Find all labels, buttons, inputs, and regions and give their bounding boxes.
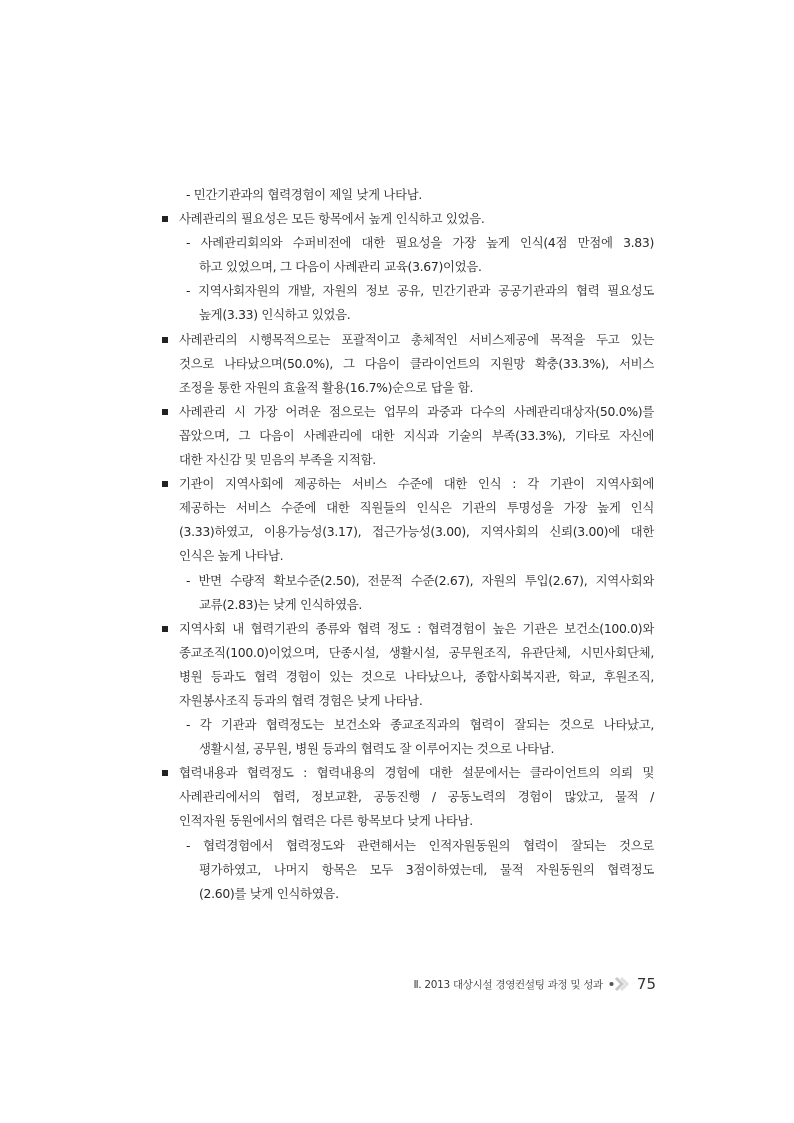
dash-item-text: 평가하였고, 나머지 항목은 모두 3점이하였는데, 물적 자원동원의 협력정도	[199, 861, 654, 877]
bullet-item-text: 대한 자신감 및 믿음의 부족을 지적함.	[179, 452, 376, 468]
bullet-item-continuation	[160, 689, 654, 713]
bullet-item-text: 자원봉사조직 등과의 협력 경험은 낮게 나타남.	[179, 692, 423, 708]
bullet-item-text: 조정을 통한 자원의 효율적 활용(16.7%)순으로 답을 함.	[179, 379, 474, 395]
bullet-item-text: (3.33)하였고, 이용가능성(3.17), 접근가능성(3.00), 지역사회의 신뢰(3.00)에 대한	[179, 524, 654, 540]
bullet-square-icon	[162, 626, 168, 632]
bullet-item-text: 것으로 나타났으며(50.0%), 그 다음이 클라이언트의 지원망 확충(33.3%), 서비스	[179, 355, 654, 371]
dash-item-text: 생활시설, 공무원, 병원 등과의 협력도 잘 이루어지는 것으로 나타남.	[199, 741, 555, 757]
bullet-item-continuation	[160, 544, 654, 568]
dash-item-continuation	[160, 303, 654, 327]
page-number: 75	[636, 975, 656, 993]
running-footer-title: Ⅱ. 2013 대상시설 경영컨설팅 과정 및 성과	[413, 978, 603, 991]
bullet-item-text: 사례관리의 시행목적으로는 포괄적이고 총체적인 서비스제공에 목적을 두고 있는	[179, 331, 654, 347]
dash-item-text: (2.60)를 낮게 인식하였음.	[199, 885, 339, 901]
dash-item-text: - 각 기관과 협력정도는 보건소와 종교조직과의 협력이 잘되는 것으로 나타났고,	[186, 717, 654, 733]
bullet-item	[160, 328, 654, 352]
bullet-item-continuation	[160, 496, 654, 520]
bullet-item-continuation	[160, 448, 654, 472]
body-text	[160, 183, 654, 906]
bullet-item-text: 병원 등과도 협력 경험이 있는 것으로 나타났으나, 종합사회복지관, 학교, 후원조직,	[179, 668, 654, 684]
bullet-square-icon	[162, 216, 168, 222]
bullet-item-text: 인적자원 동원에서의 협력은 다른 항목보다 낮게 나타남.	[179, 813, 473, 829]
dash-item-text: - 사례관리회의와 수퍼비전에 대한 필요성을 가장 높게 인식(4점 만점에 3.83)	[186, 235, 654, 251]
dash-item	[160, 834, 654, 858]
bullet-item-text: 기관이 지역사회에 제공하는 서비스 수준에 대한 인식 : 각 기관이 지역사회에	[179, 476, 654, 492]
bullet-item	[160, 400, 654, 424]
bullet-item-continuation	[160, 809, 654, 833]
dash-item-text: 교류(2.83)는 낮게 인식하였음.	[199, 596, 363, 612]
page-footer	[413, 972, 656, 996]
bullet-item-continuation	[160, 665, 654, 689]
bullet-item	[160, 472, 654, 496]
dash-item	[160, 183, 654, 207]
bullet-square-icon	[162, 337, 168, 343]
bullet-item-continuation	[160, 785, 654, 809]
bullet-item-text: 협력내용과 협력정도 : 협력내용의 경험에 대한 설문에서는 클라이언트의 의뢰 및	[179, 765, 654, 781]
bullet-item-text: 사례관리 시 가장 어려운 점으로는 업무의 과중과 다수의 사례관리대상자(50.0%)를	[179, 403, 654, 419]
dash-item-text: 하고 있었으며, 그 다음이 사례관리 교육(3.67)이었음.	[199, 259, 482, 275]
bullet-square-icon	[162, 409, 168, 415]
dash-item-text: - 반면 수량적 확보수준(2.50), 전문적 수준(2.67), 자원의 투입(2.67), 지역사회와	[186, 572, 654, 588]
dash-item-continuation	[160, 858, 654, 882]
bullet-item-continuation	[160, 376, 654, 400]
dash-item-text: - 민간기관과의 협력경험이 제일 낮게 나타남.	[186, 187, 423, 202]
bullet-item-text: 종교조직(100.0)이었으며, 단종시설, 생활시설, 공무원조직, 유관단체, 시민사회단체,	[179, 644, 654, 660]
chevron-right-icon	[609, 977, 629, 991]
bullet-item-continuation	[160, 424, 654, 448]
dash-item	[160, 279, 654, 303]
dash-item-continuation	[160, 737, 654, 761]
bullet-item-text: 사례관리의 필요성은 모든 항목에서 높게 인식하고 있었음.	[179, 211, 485, 227]
dash-item-continuation	[160, 593, 654, 617]
dash-item	[160, 713, 654, 737]
bullet-item-continuation	[160, 352, 654, 376]
bullet-item-text: 인식은 높게 나타남.	[179, 548, 284, 564]
dash-item-text: 높게(3.33) 인식하고 있었음.	[199, 307, 351, 323]
bullet-item	[160, 207, 654, 231]
bullet-item	[160, 617, 654, 641]
bullet-item-text: 꼽았으며, 그 다음이 사례관리에 대한 지식과 기술의 부족(33.3%), 기타로 자신에	[179, 427, 654, 443]
bullet-item-continuation	[160, 641, 654, 665]
dash-item-text: - 지역사회자원의 개발, 자원의 정보 공유, 민간기관과 공공기관과의 협력 필요성도	[186, 283, 654, 299]
bullet-square-icon	[162, 481, 168, 487]
dash-item-continuation	[160, 882, 654, 906]
bullet-item-text: 사례관리에서의 협력, 정보교환, 공동진행 / 공동노력의 경험이 많았고, 물적 /	[179, 789, 654, 805]
bullet-item	[160, 761, 654, 785]
bullet-square-icon	[162, 770, 168, 776]
dash-item-text: - 협력경험에서 협력정도와 관련해서는 인적자원동원의 협력이 잘되는 것으로	[186, 837, 654, 853]
dash-item	[160, 231, 654, 255]
bullet-item-continuation	[160, 520, 654, 544]
bullet-item-text: 제공하는 서비스 수준에 대한 직원들의 인식은 기관의 투명성을 가장 높게 인식	[179, 500, 654, 516]
bullet-item-text: 지역사회 내 협력기관의 종류와 협력 정도 : 협력경험이 높은 기관은 보건소(100.0)와	[179, 620, 654, 636]
dash-item	[160, 569, 654, 593]
dash-item-continuation	[160, 255, 654, 279]
